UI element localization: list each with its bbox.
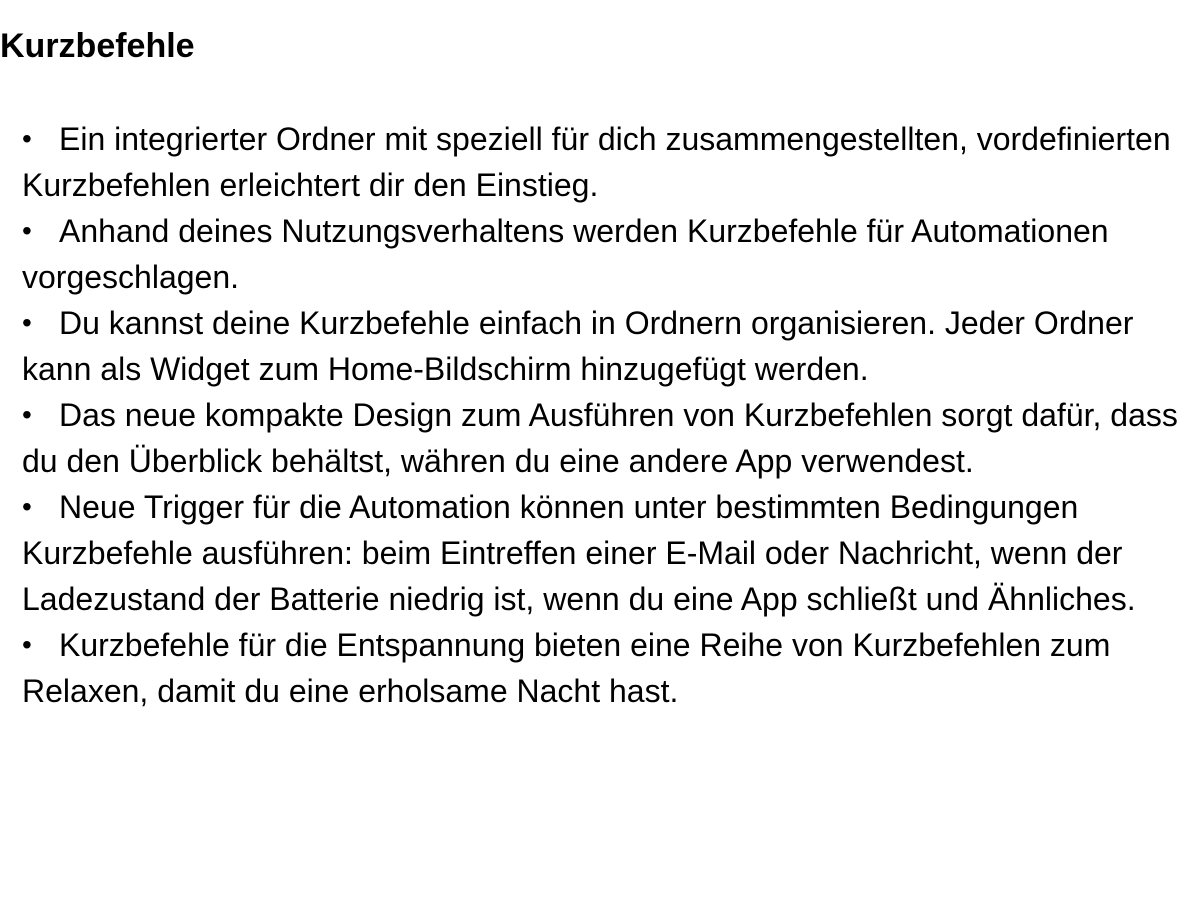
list-item — [22, 484, 1192, 622]
bullet-icon: • — [22, 491, 32, 522]
bullet-icon: • — [22, 215, 32, 246]
bullet-icon: • — [22, 629, 32, 660]
bullet-icon: • — [22, 123, 32, 154]
page-title: Kurzbefehle — [0, 27, 195, 65]
list-item-text: Ein integrierter Ordner mit speziell für dich zusammengestellten, vordefinierten Kurzbefehlen erleichtert dir den Einstieg. — [22, 121, 1171, 203]
feature-list — [22, 116, 1192, 714]
bullet-icon: • — [22, 399, 32, 430]
list-item-text: Das neue kompakte Design zum Ausführen von Kurzbefehlen sorgt dafür, dass du den Überblick behältst, währen du eine andere App verwendest. — [22, 397, 1178, 479]
list-item-text: Neue Trigger für die Automation können unter bestimmten Bedingungen Kurzbefehle ausführen: beim Eintreffen einer E-Mail oder Nachricht, wenn der Ladezustand der Batterie niedrig ist, wenn du eine App schließt und Ähnliches. — [22, 489, 1136, 617]
list-item-text: Du kannst deine Kurzbefehle einfach in Ordnern organisieren. Jeder Ordner kann als Widget zum Home-Bildschirm hinzugefügt werden. — [22, 305, 1134, 387]
list-item — [22, 208, 1192, 300]
list-item-text: Kurzbefehle für die Entspannung bieten eine Reihe von Kurzbefehlen zum Relaxen, damit du eine erholsame Nacht hast. — [22, 627, 1111, 709]
list-item — [22, 622, 1192, 714]
bullet-icon: • — [22, 307, 32, 338]
list-item — [22, 392, 1192, 484]
list-item — [22, 300, 1192, 392]
list-item-text: Anhand deines Nutzungsverhaltens werden Kurzbefehle für Automationen vorgeschlagen. — [22, 213, 1109, 295]
list-item — [22, 116, 1192, 208]
